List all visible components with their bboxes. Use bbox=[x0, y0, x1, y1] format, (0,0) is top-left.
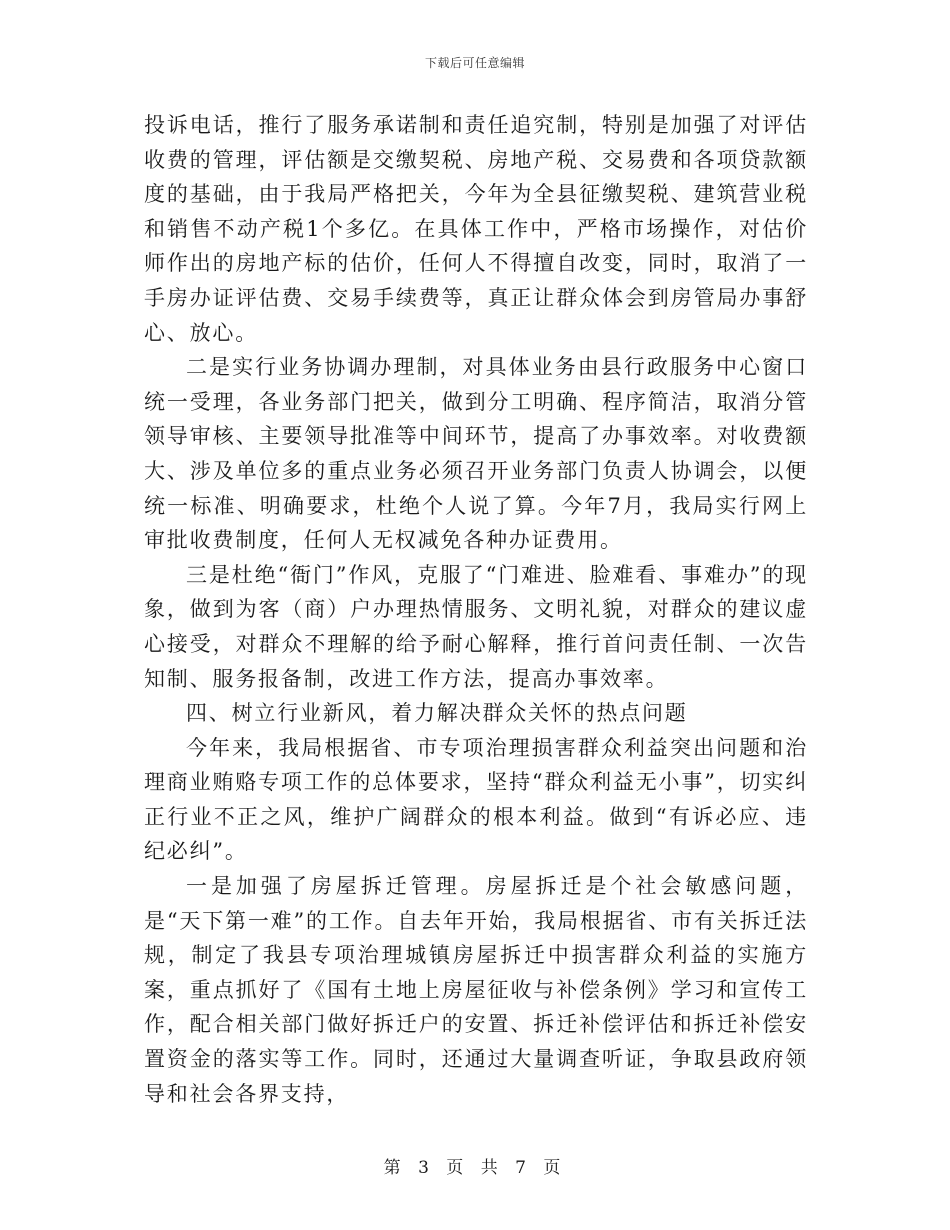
document-body bbox=[144, 108, 808, 1111]
paragraph-continued: 投诉电话，推行了服务承诺制和责任追究制，特别是加强了对评估收费的管理，评估额是交缴契税、房地产税、交易费和各项贷款额度的基础，由于我局严格把关，今年为全县征缴契税、建筑营业税和销售不动产税1个多亿。在具体工作中，严格市场操作，对估价师作出的房地产标的估价，任何人不得擅自改变，同时，取消了一手房办证评估费、交易手续费等，真正让群众体会到房管局办事舒心、放心。 bbox=[144, 113, 808, 345]
paragraph-item-two: 二是实行业务协调办理制，对具体业务由县行政服务中心窗口统一受理，各业务部门把关，做到分工明确、程序简洁，取消分管领导审核、主要领导批准等中间环节，提高了办事效率。对收费额大、涉及单位多的重点业务必须召开业务部门负责人协调会，以便统一标准、明确要求，杜绝个人说了算。今年7月，我局实行网上审批收费制度，任何人无权减免各种办证费用。 bbox=[144, 355, 808, 553]
page-header-note: 下载后可任意编辑 bbox=[424, 56, 525, 70]
section-heading-four: 四、树立行业新风，着力解决群众关怀的热点问题 bbox=[186, 701, 688, 726]
paragraph-item-one: 一是加强了房屋拆迁管理。房屋拆迁是个社会敏感问题，是“天下第一难”的工作。自去年开始，我局根据省、市有关拆迁法规，制定了我县专项治理城镇房屋拆迁中损害群众利益的实施方案，重点抓好了《国有土地上房屋征收与补偿条例》学习和宣传工作，配合相关部门做好拆迁户的安置、拆迁补偿评估和拆迁补偿安置资金的落实等工作。同时，还通过大量调查听证，争取县政府领导和社会各界支持， bbox=[144, 874, 808, 1106]
paragraph-item-three: 三是杜绝“衙门”作风，克服了“门难进、脸难看、事难办”的现象，做到为客（商）户办理热情服务、文明礼貌，对群众的建议虚心接受，对群众不理解的给予耐心解释，推行首问责任制、一次告知制、服务报备制，改进工作方法，提高办事效率。 bbox=[144, 562, 808, 691]
paragraph-section-intro: 今年来，我局根据省、市专项治理损害群众利益突出问题和治理商业贿赂专项工作的总体要求，坚持“群众利益无小事”，切实纠正行业不正之风，维护广阔群众的根本利益。做到“有诉必应、违纪必纠”。 bbox=[144, 735, 808, 864]
page-number: 第 3 页 共 7 页 bbox=[383, 1158, 567, 1178]
